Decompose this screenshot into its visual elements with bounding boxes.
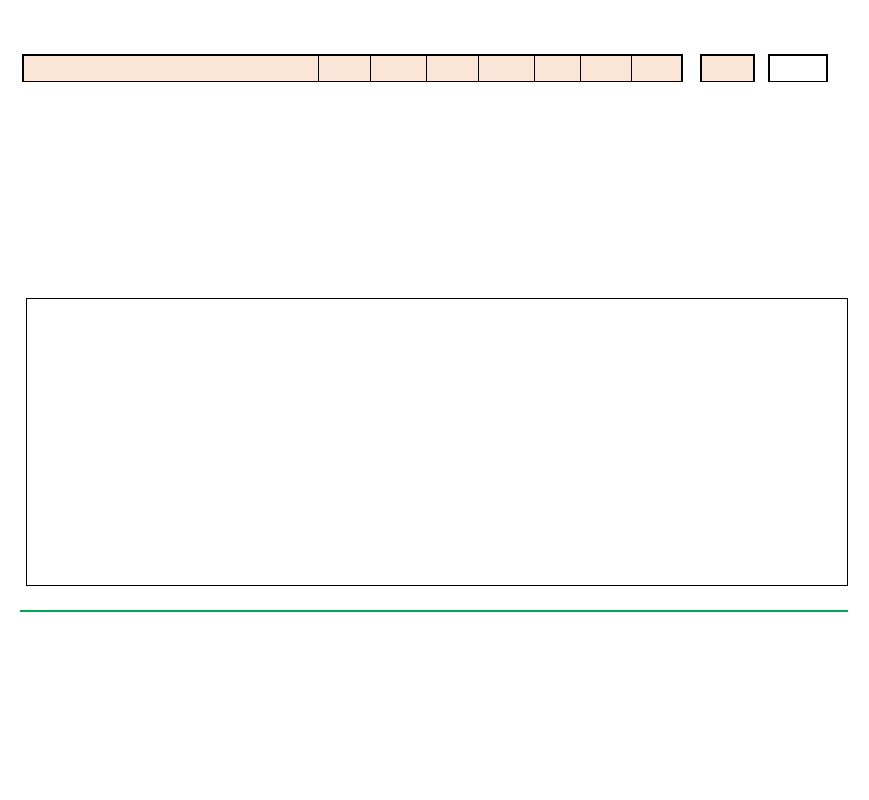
chart-legend [22,612,848,742]
week-label-cell [23,55,318,82]
day-header-fri [534,55,580,82]
day-header-sat [580,55,631,82]
day-header-tues [370,55,426,82]
chart-svg [27,299,845,583]
year-header [769,55,827,82]
table-gap [682,55,701,82]
table-gap [754,55,769,82]
day-header-mon [318,55,370,82]
day-header-sun [631,55,682,82]
day-header-thurs [478,55,534,82]
av-header [701,55,754,82]
table-header-row [23,55,827,82]
chart-box [26,298,848,586]
week-table [22,54,828,82]
day-header-weds [426,55,478,82]
